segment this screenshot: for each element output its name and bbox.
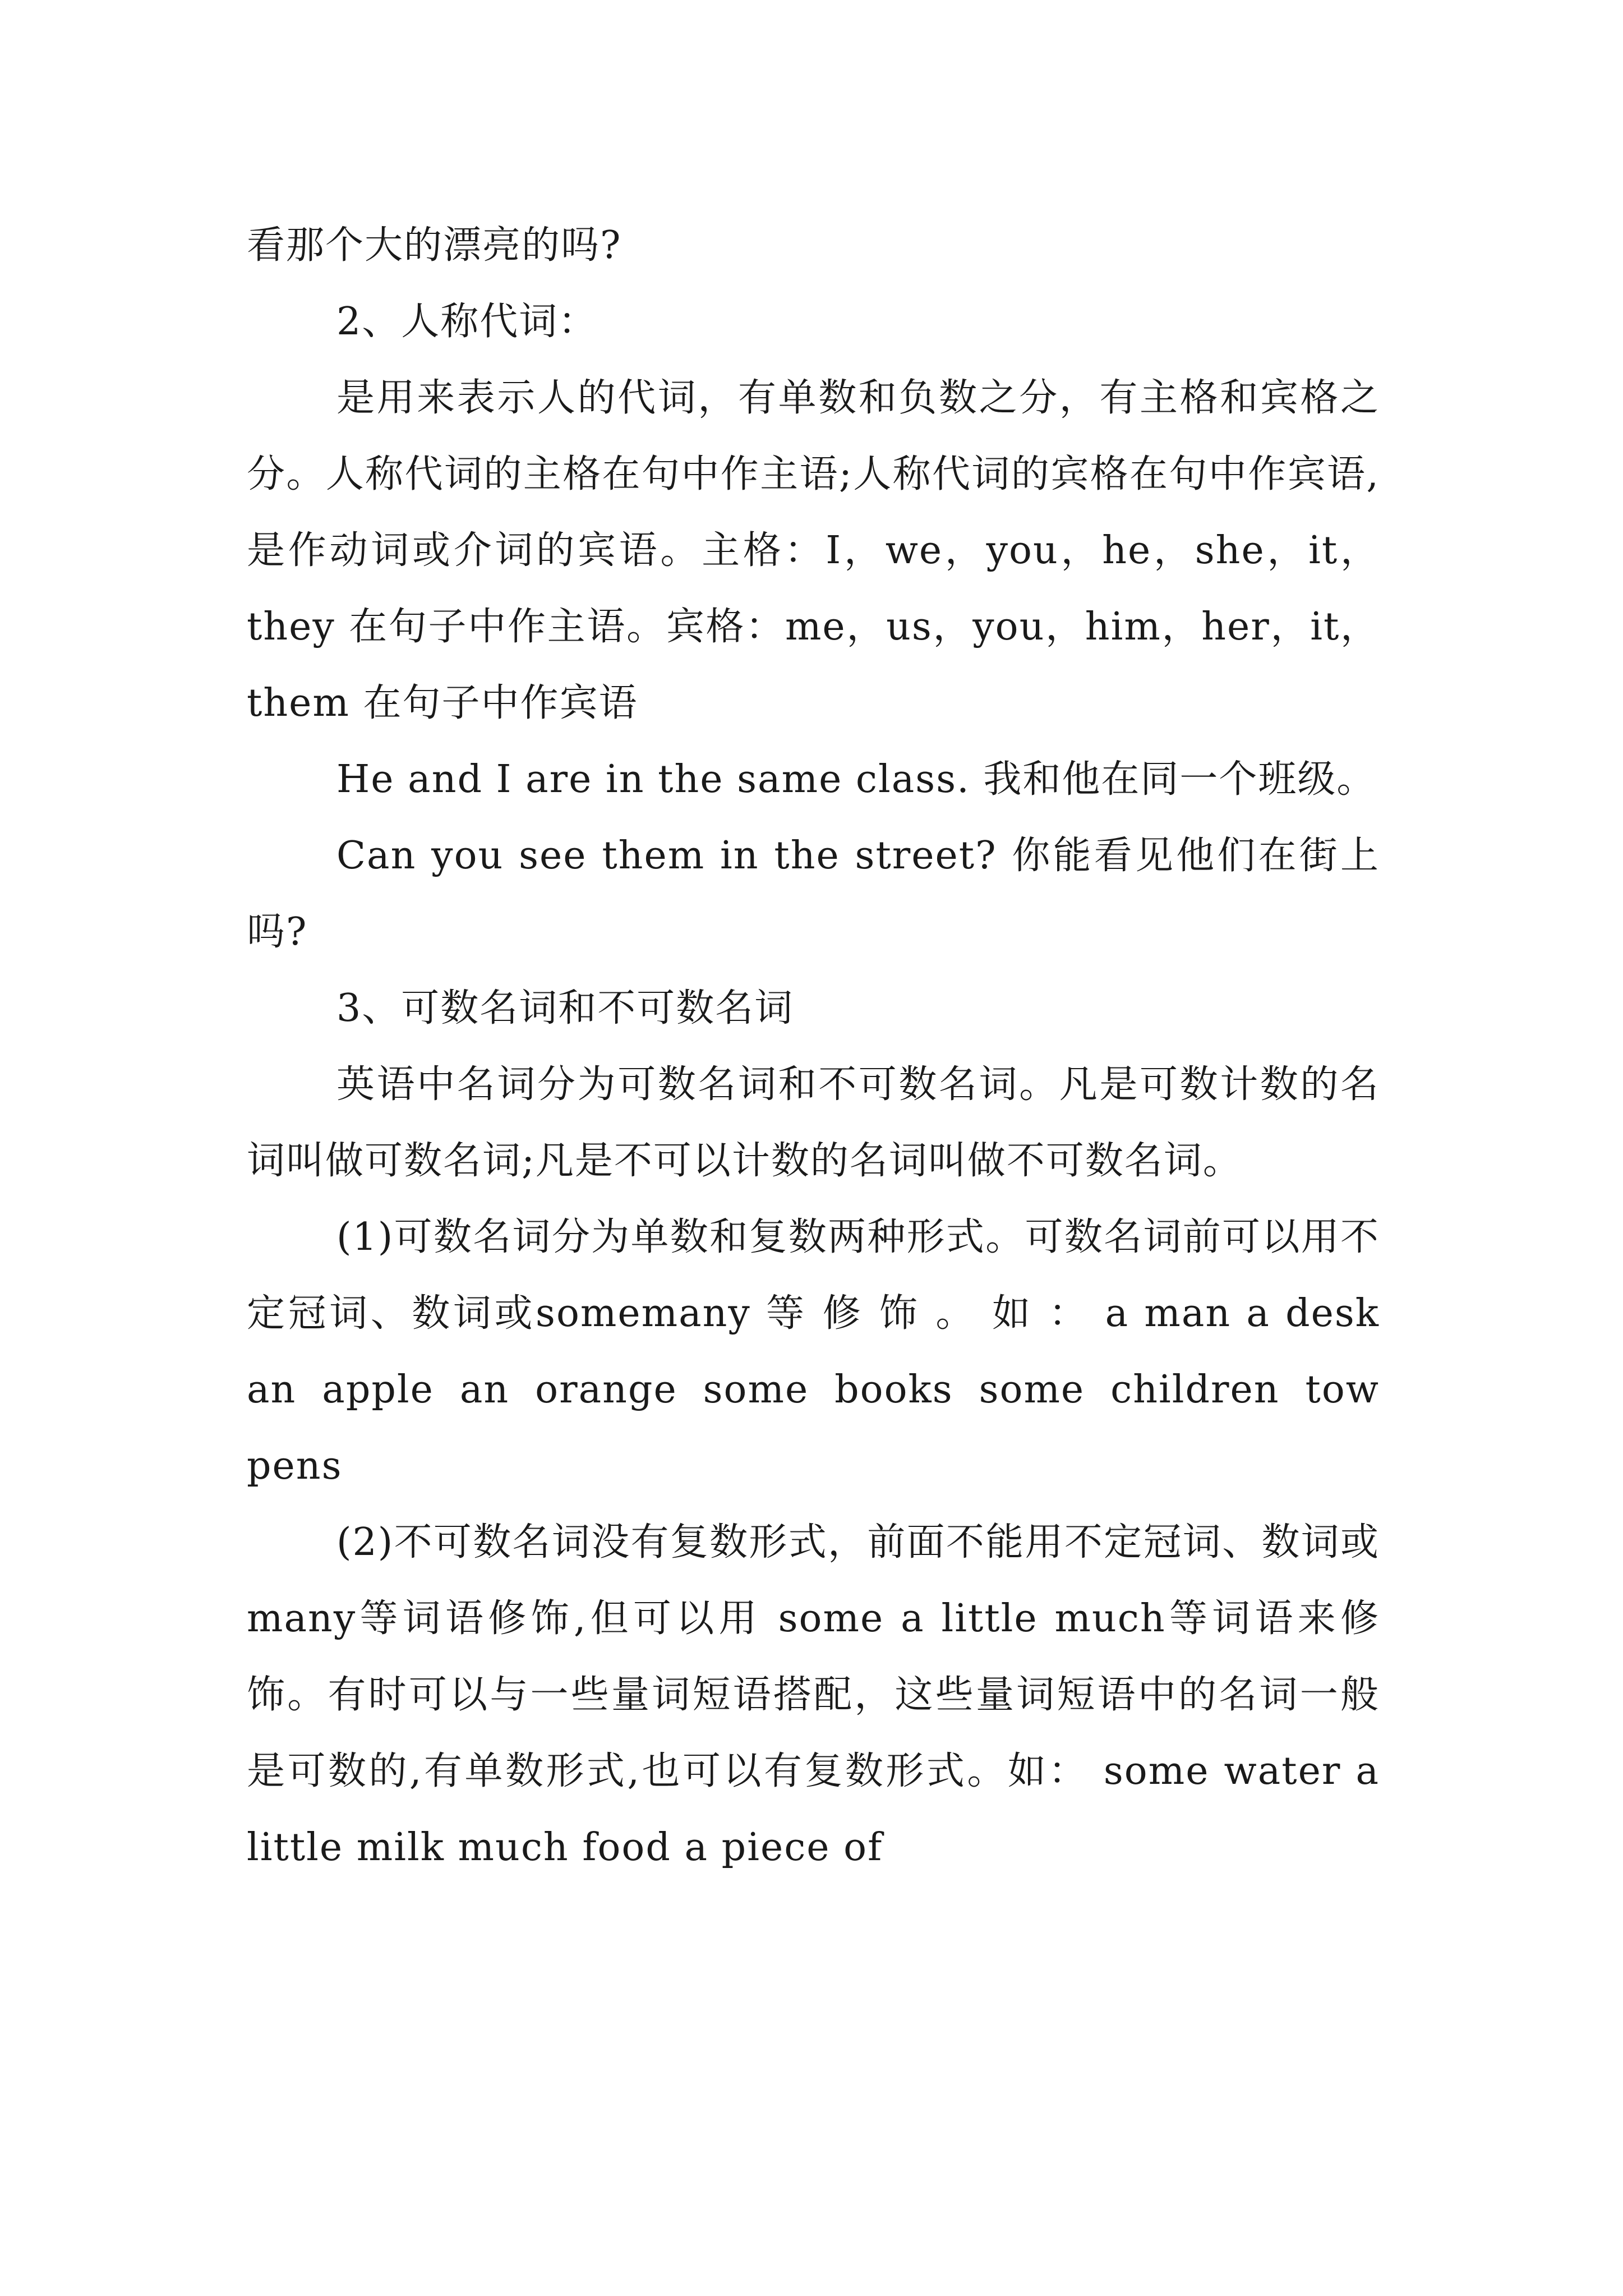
paragraph-countable-nouns-rule: (1)可数名词分为单数和复数两种形式。可数名词前可以用不定冠词、数词或somemany 等 修 饰 。 如 ： a man a desk an apple an orange some books some children tow pens — [247, 1215, 1380, 1488]
paragraph-personal-pronouns-definition: 是用来表示人的代词，有单数和负数之分，有主格和宾格之分。人称代词的主格在句中作主语;人称代词的宾格在句中作宾语,是作动词或介词的宾语。主格：I，we，you，he，she，it，they 在句子中作主语。宾格：me，us，you，him，her，it，them 在句子中作宾语 — [247, 376, 1380, 725]
paragraph-countable-nouns-definition: 英语中名词分为可数名词和不可数名词。凡是可数计数的名词叫做可数名词;凡是不可以计数的名词叫做不可数名词。 — [247, 1062, 1380, 1183]
section-heading-countable-nouns: 3、可数名词和不可数名词 — [336, 986, 794, 1030]
example-sentence-street: Can you see them in the street? 你能看见他们在街上吗? — [247, 834, 1380, 954]
section-heading-personal-pronouns: 2、人称代词： — [336, 300, 598, 344]
document-body — [247, 208, 1380, 1886]
example-sentence-same-class: He and I are in the same class. 我和他在同一个班级。 — [336, 757, 1376, 802]
paragraph-continuation: 看那个大的漂亮的吗? — [247, 223, 622, 268]
paragraph-uncountable-nouns-rule: (2)不可数名词没有复数形式，前面不能用不定冠词、数词或many等词语修饰,但可以用 some a little much等词语来修饰。有时可以与一些量词短语搭配，这些量词短语中的名词一般是可数的,有单数形式,也可以有复数形式。如： some water a little milk much food a piece of — [247, 1520, 1380, 1870]
